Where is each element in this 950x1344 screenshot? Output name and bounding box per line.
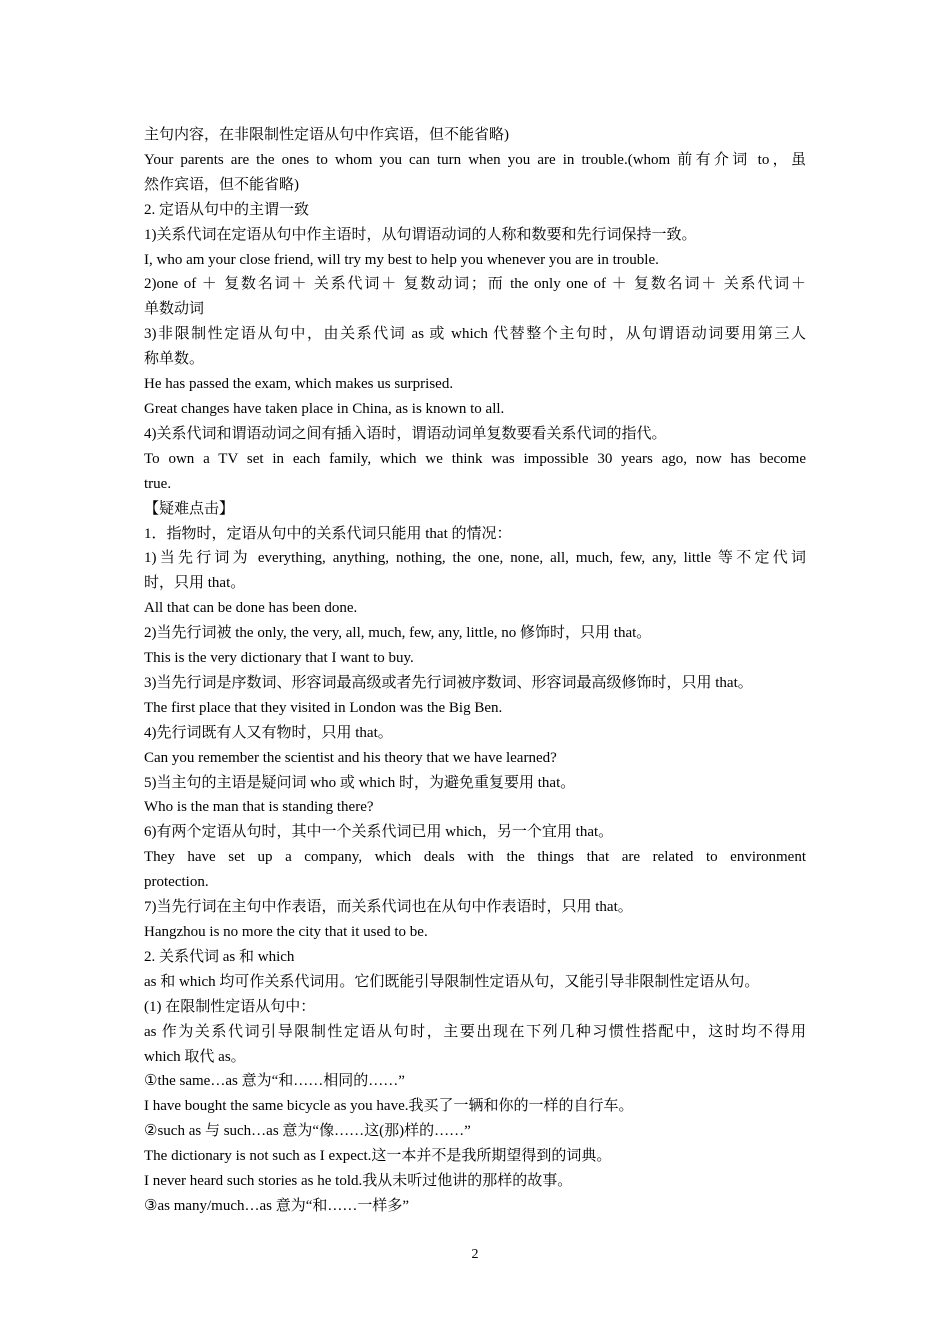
example-sentence: protection.	[144, 874, 209, 891]
example-sentence: All that can be done has been done.	[144, 600, 358, 617]
example-sentence: He has passed the exam, which makes us surprised.	[144, 376, 454, 393]
text-line: 1)当先行词为 everything, anything, nothing, the one, none, all, much, few, any, little 等不定代词	[144, 550, 806, 567]
text-line: Your parents are the ones to whom you can turn when you are in trouble.(whom 前有介词 to，虽	[144, 151, 806, 168]
example-sentence: This is the very dictionary that I want to buy.	[144, 650, 414, 667]
section-heading: 2. 定语从句中的主谓一致	[144, 201, 310, 218]
example-sentence: The dictionary is not such as I expect.这一本并不是我所期望得到的词典。	[144, 1148, 612, 1165]
text-line: 7)当先行词在主句中作表语，而关系代词也在从句中作表语时，只用 that。	[144, 899, 633, 916]
text-line: 称单数。	[144, 351, 205, 368]
text-line: 单数动词	[144, 301, 205, 318]
text-line: ②such as 与 such…as 意为“像……这(那)样的……”	[144, 1123, 471, 1140]
example-sentence: To own a TV set in each family, which we think was impossible 30 years ago, now has become	[144, 450, 806, 467]
section-heading: 【疑难点击】	[144, 500, 235, 517]
text-line: 3)当先行词是序数词、形容词最高级或者先行词被序数词、形容词最高级修饰时，只用 that。	[144, 674, 753, 691]
example-sentence: I, who am your close friend, will try my best to help you whenever you are in trouble.	[144, 251, 659, 268]
section-heading: 2. 关系代词 as 和 which	[144, 948, 295, 965]
text-line: 4)关系代词和谓语动词之间有插入语时，谓语动词单复数要看关系代词的指代。	[144, 425, 667, 442]
text-line: 5)当主句的主语是疑问词 who 或 which 时，为避免重复要用 that。	[144, 774, 576, 791]
section-heading: 1．指物时，定语从句中的关系代词只能用 that 的情况：	[144, 525, 512, 542]
text-line: 2)当先行词被 the only, the very, all, much, few, any, little, no 修饰时，只用 that。	[144, 625, 652, 642]
text-line: as 作为关系代词引导限制性定语从句时，主要出现在下列几种习惯性搭配中，这时均不得用	[144, 1023, 806, 1040]
example-sentence: Can you remember the scientist and his theory that we have learned?	[144, 749, 557, 766]
text-line: ③as many/much…as 意为“和……一样多”	[144, 1197, 410, 1214]
document-page	[144, 123, 806, 1219]
example-sentence: I have bought the same bicycle as you have.我买了一辆和你的一样的自行车。	[144, 1098, 634, 1115]
text-line: ①the same…as 意为“和……相同的……”	[144, 1073, 405, 1090]
text-line: 主句内容，在非限制性定语从句中作宾语，但不能省略)	[144, 127, 509, 143]
text-line: as 和 which 均可作关系代词用。它们既能引导限制性定语从句，又能引导非限制性定语从句。	[144, 973, 760, 990]
example-sentence: The first place that they visited in London was the Big Ben.	[144, 699, 503, 716]
text-line: 1)关系代词在定语从句中作主语时，从句谓语动词的人称和数要和先行词保持一致。	[144, 226, 697, 243]
page-number: 2	[471, 1247, 479, 1262]
text-line: which 取代 as。	[144, 1048, 246, 1065]
text-line: (1) 在限制性定语从句中：	[144, 998, 316, 1015]
text-line: 2)one of ＋ 复数名词＋ 关系代词＋ 复数动词；而 the only one of ＋ 复数名词＋ 关系代词＋	[144, 276, 806, 293]
example-sentence: true.	[144, 475, 172, 492]
text-line: 6)有两个定语从句时，其中一个关系代词已用 which，另一个宜用 that。	[144, 824, 614, 841]
example-sentence: Who is the man that is standing there?	[144, 799, 374, 816]
example-sentence: Hangzhou is no more the city that it used to be.	[144, 924, 428, 940]
text-line: 然作宾语，但不能省略)	[144, 176, 299, 193]
example-sentence: They have set up a company, which deals with the things that are related to environment	[144, 849, 806, 866]
text-line: 4)先行词既有人又有物时，只用 that。	[144, 724, 393, 741]
text-line: 时，只用 that。	[144, 575, 246, 592]
text-line: 3)非限制性定语从句中，由关系代词 as 或 which 代替整个主句时，从句谓语动词要用第三人	[144, 326, 806, 343]
example-sentence: Great changes have taken place in China, as is known to all.	[144, 400, 505, 417]
example-sentence: I never heard such stories as he told.我从未听过他讲的那样的故事。	[144, 1173, 573, 1190]
